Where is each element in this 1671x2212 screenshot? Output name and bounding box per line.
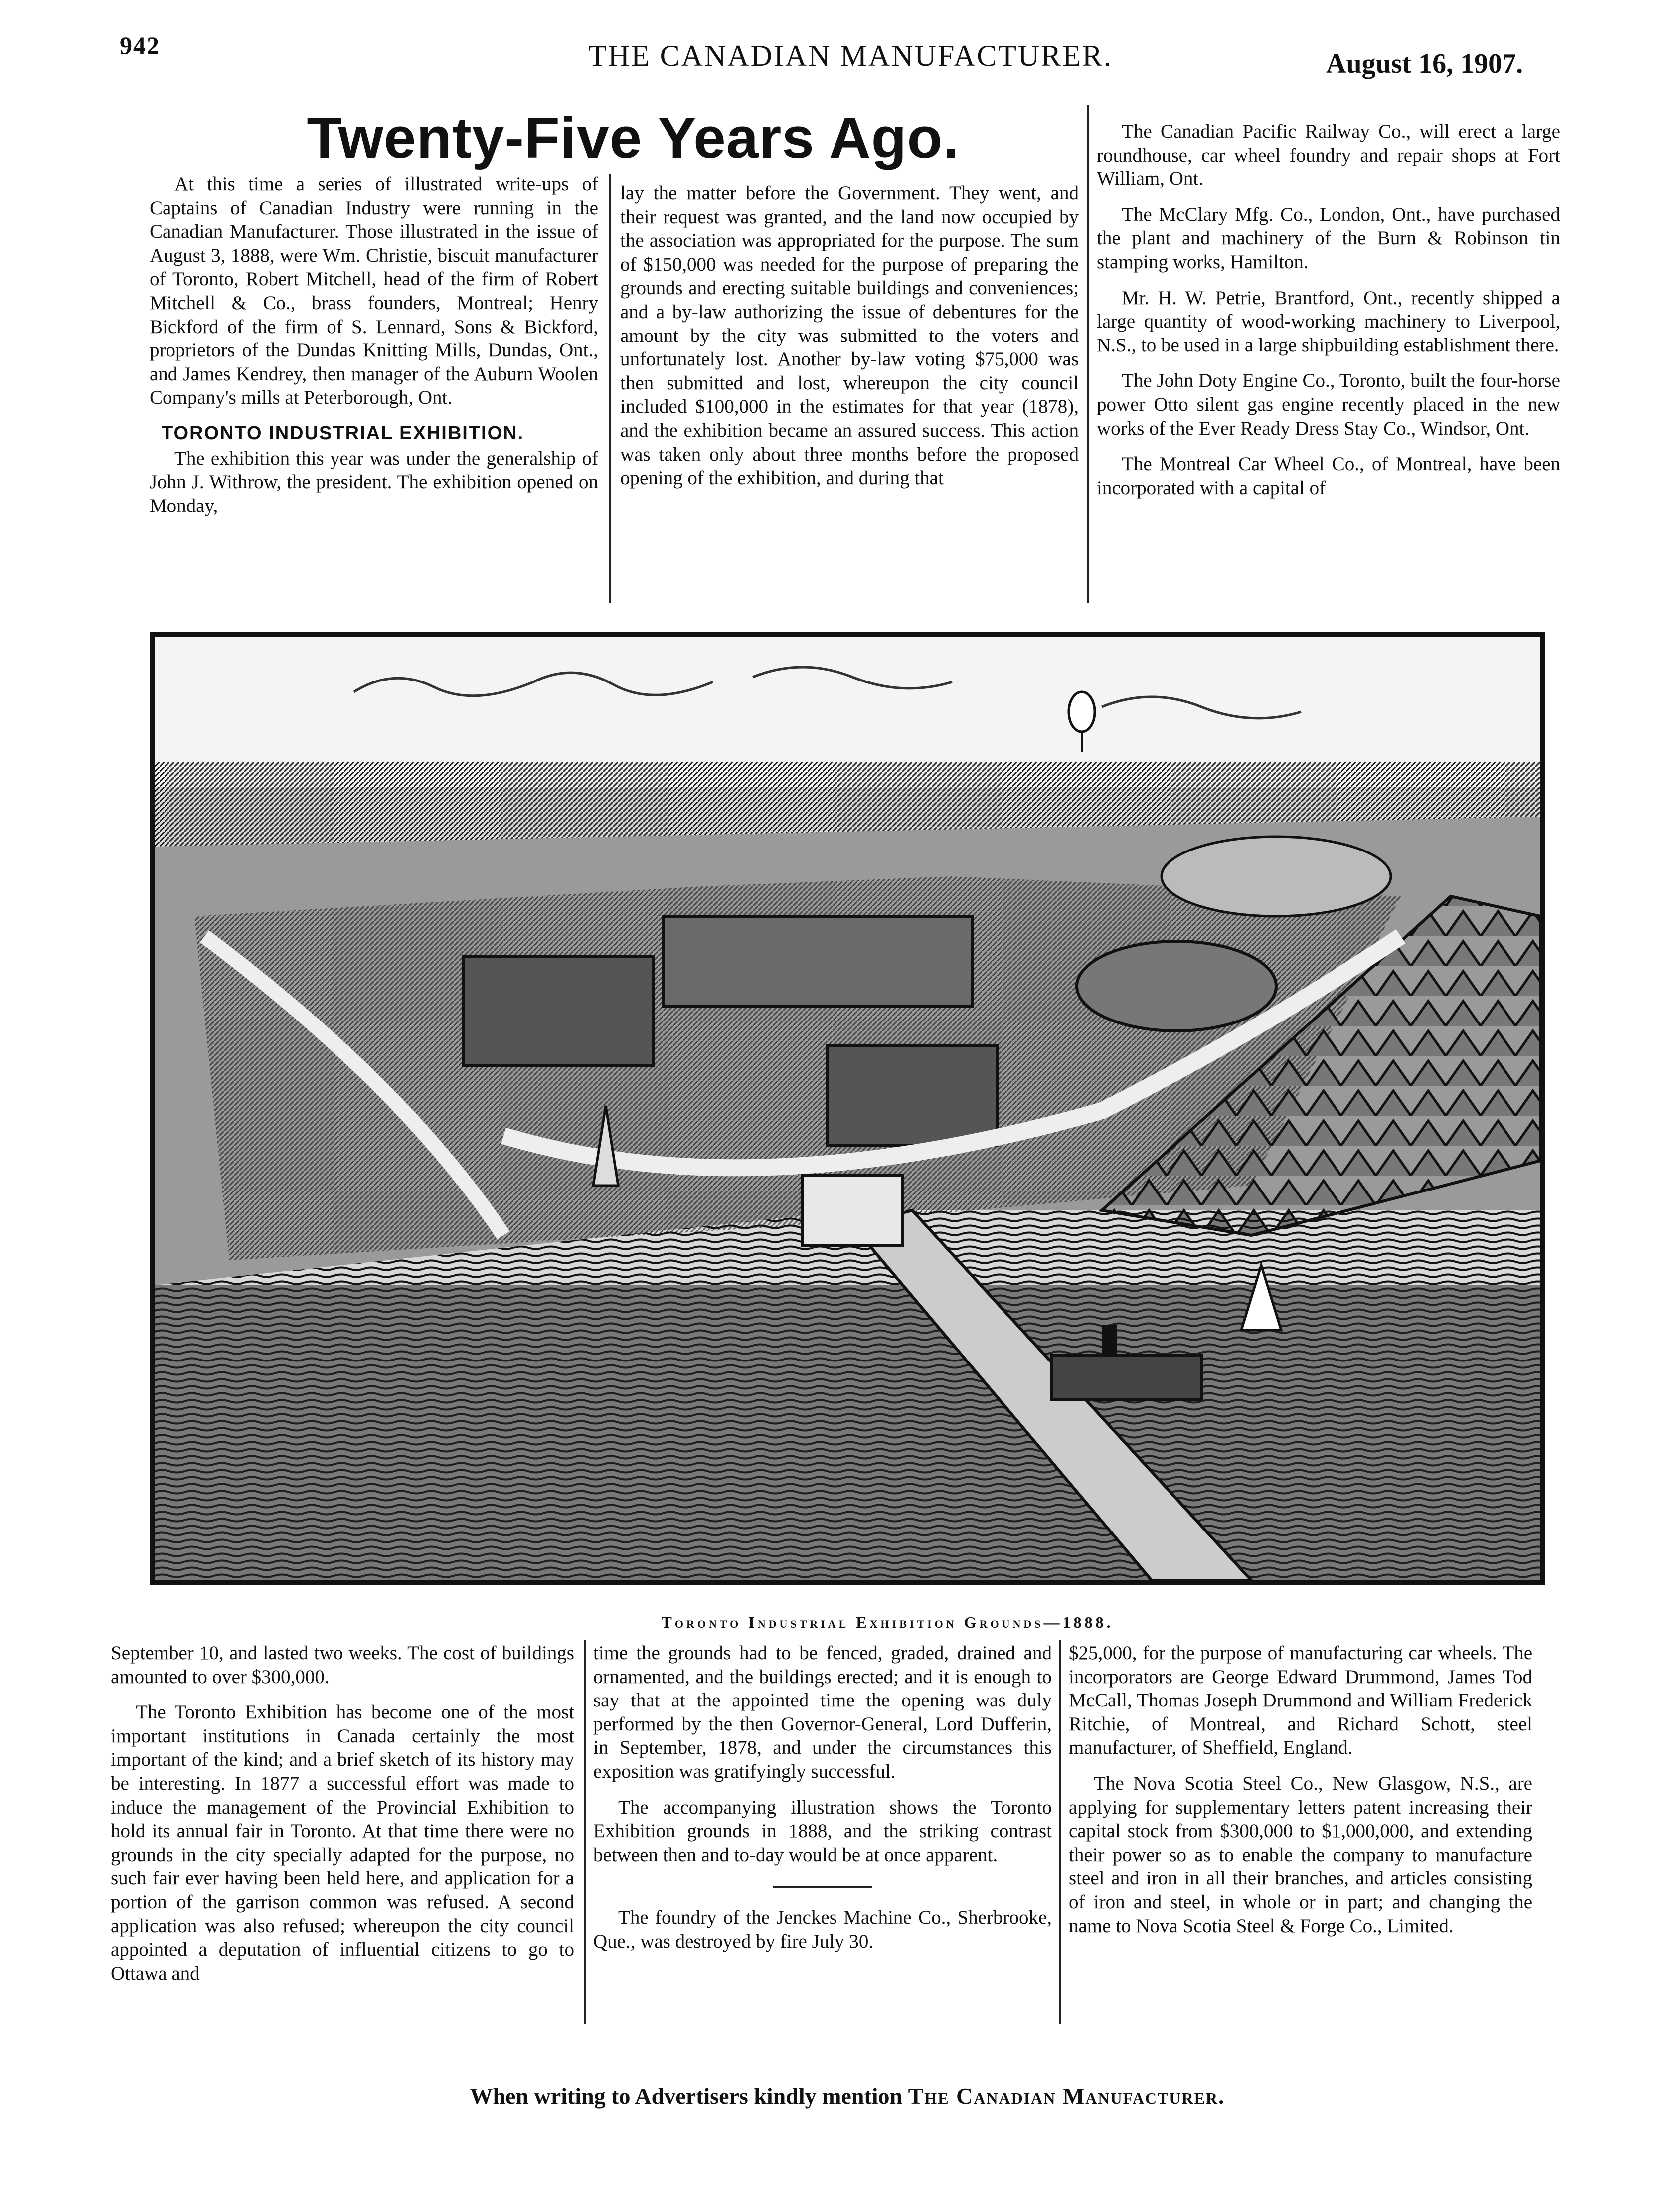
publication-title: THE CANADIAN MANUFACTURER. [588, 39, 1113, 72]
news-item-cpr: The Canadian Pacific Railway Co., will erect a large roundhouse, car wheel foundry and repair shops at Fort William, Ont. [1097, 121, 1560, 190]
issue-date: August 16, 1907. [1326, 48, 1523, 79]
news-item-petrie: Mr. H. W. Petrie, Brantford, Ont., recently shipped a large quantity of wood-working machinery to Liverpool, N.S., to be used in a large shipbuilding establishment there. [1097, 287, 1560, 356]
column-rule-bottom-1 [584, 1640, 586, 2024]
paragraph: At this time a series of illustrated write-ups of Captains of Canadian Industry were running in the Canadian Manufacturer. Those illustrated in the issue of August 3, 1888, were Wm. Christie, biscuit manufacturer of Toronto, Robert Mitchell, head of the firm of Robert Mitchell & Co., brass founders, Montreal; Henry Bickford of the firm of S. Lennard, Sons & Bickford, proprietors of the Dundas Knitting Mills, Dundas, Ont., and James Kendrey, then manager of the Auburn Woolen Company's mills at Peterborough, Ont. [150, 173, 598, 409]
news-column-bottom-3 [1069, 1641, 1532, 1950]
advertiser-notice-text: When writing to Advertisers kindly mention [470, 2083, 903, 2109]
article-column-bottom-2 [593, 1641, 1052, 1966]
column-rule-top-2 [1087, 105, 1089, 603]
article-column-bottom-1 [111, 1641, 574, 1997]
news-item-jenckes: The foundry of the Jenckes Machine Co., Sherbrooke, Que., was destroyed by fire July 30. [593, 1907, 1052, 1952]
exhibition-grounds-engraving [150, 632, 1545, 1585]
advertiser-notice-publication: The Canadian Manufacturer. [908, 2083, 1225, 2109]
news-item-nova-scotia-steel: The Nova Scotia Steel Co., New Glasgow, N.S., are applying for supplementary letters patent increasing their capital stock from $300,000 to $1,000,000, and extending their power so as to enable the company to manufacture steel and iron in all their branches, and articles consisting of iron and steel, in whole or in part; and changing the name to Nova Scotia Steel & Forge Co., Limited. [1069, 1772, 1532, 1937]
article-column-top-1 [150, 172, 598, 517]
article-column-top-2 [620, 181, 1079, 502]
paragraph: $25,000, for the purpose of manufacturing car wheels. The incorporators are George Edward Drummond, James Tod McCall, Thomas Joseph Drummond and William Frederick Ritchie, of Montreal, and Richard Schott, steel manufacturer, of Sheffield, England. [1069, 1642, 1532, 1759]
column-rule-top-1 [609, 174, 611, 603]
news-item-doty: The John Doty Engine Co., Toronto, built the four-horse power Otto silent gas engine recently placed in the new works of the Ever Ready Dress Stay Co., Windsor, Ont. [1097, 370, 1560, 439]
column-rule-bottom-2 [1059, 1640, 1061, 2024]
news-column-top-3 [1097, 120, 1560, 511]
news-item-mcclary: The McClary Mfg. Co., London, Ont., have purchased the plant and machinery of the Burn & Robinson tin stamping works, Hamilton. [1097, 203, 1560, 273]
paragraph: September 10, and lasted two weeks. The cost of buildings amounted to over $300,000. [111, 1642, 574, 1688]
advertiser-notice [349, 2083, 1346, 2109]
article-separator [773, 1886, 872, 1888]
page-number: 942 [120, 31, 160, 59]
subheading-toronto-exhibition: TORONTO INDUSTRIAL EXHIBITION. [162, 422, 524, 444]
illustration-caption: Toronto Industrial Exhibition Grounds—1888. [661, 1613, 1114, 1631]
news-item-montreal-car-wheel: The Montreal Car Wheel Co., of Montreal, have been incorporated with a capital of [1097, 453, 1560, 499]
engraving-illustration [155, 637, 1540, 1580]
article-heading: Twenty-Five Years Ago. [307, 105, 960, 170]
paragraph: time the grounds had to be fenced, graded, drained and ornamented, and the buildings erected; and it is enough to say that at the appointed time the opening was duly performed by the then Governor-General, Lord Dufferin, in September, 1878, and under the circumstances this exposition was gratifyingly successful. [593, 1642, 1052, 1782]
paragraph: The exhibition this year was under the generalship of John J. Withrow, the president. The exhibition opened on Monday, [150, 447, 598, 516]
paragraph: The accompanying illustration shows the Toronto Exhibition grounds in 1888, and the striking contrast between then and to-day would be at once apparent. [593, 1796, 1052, 1866]
paragraph: The Toronto Exhibition has become one of the most important institutions in Canada certainly the most important of the kind; and a brief sketch of its history may be interesting. In 1877 a successful effort was made to induce the management of the Provincial Exhibition to hold its annual fair in Toronto. At that time there were no grounds in the city specially adapted for the purpose, no such fair ever having been held here, and application for a portion of the garrison common was refused. A second application was also refused; whereupon the city council appointed a deputation of influential citizens to go to Ottawa and [111, 1702, 574, 1984]
paragraph: lay the matter before the Government. They went, and their request was granted, and the land now occupied by the association was appropriated for the purpose. The sum of $150,000 was needed for the purpose of preparing the grounds and erecting suitable buildings and conveniences; and a by-law authorizing the issue of debentures for the amount by the city was submitted to the voters and unfortunately lost. Another by-law voting $75,000 was then submitted and lost, whereupon the city council included $100,000 in the estimates for that year (1878), and the exhibition became an assured success. This action was taken only about three months before the proposed opening of the exhibition, and during that [620, 182, 1079, 489]
